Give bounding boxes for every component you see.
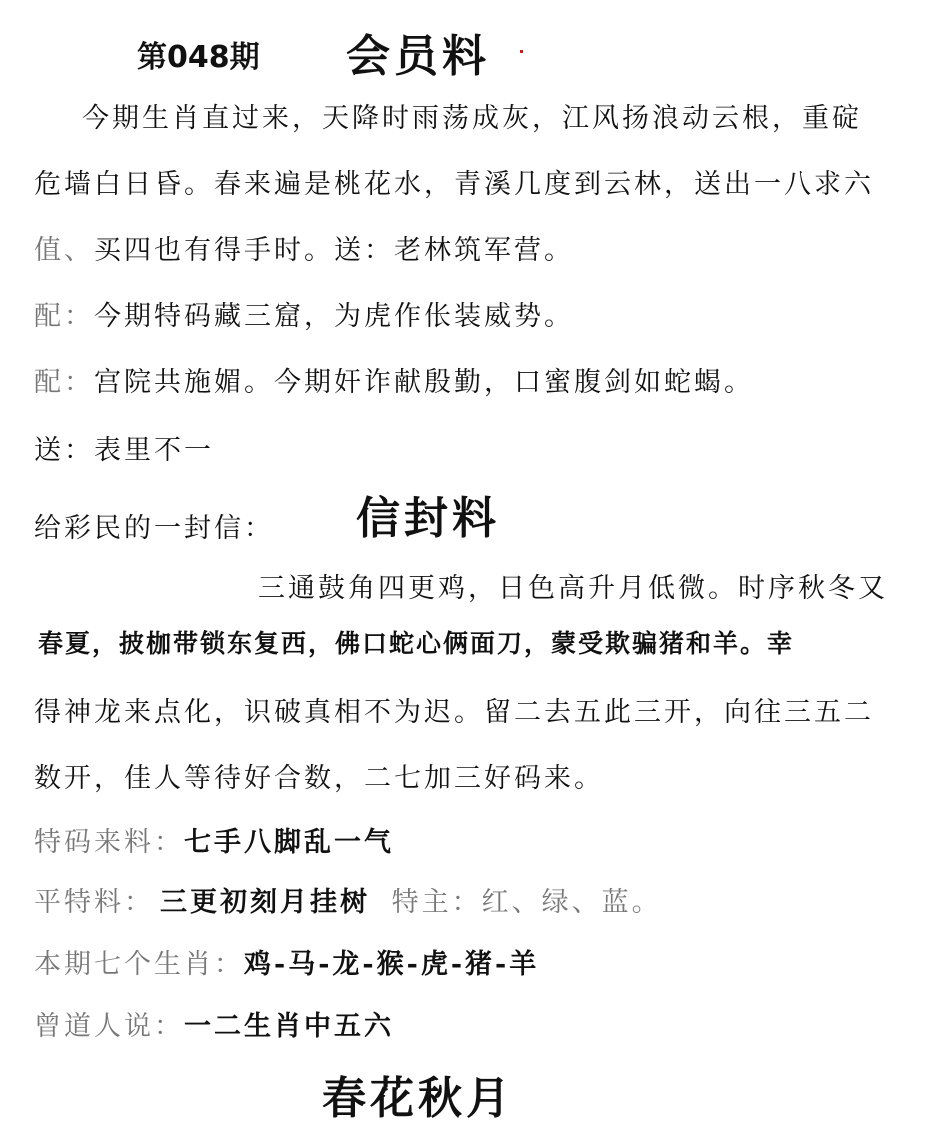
taoist-text: 一二生肖中五六 [184, 1011, 394, 1042]
poem-line-3-label: 值、 [34, 235, 94, 266]
poem-line-2: 危墙白日昏。春来遍是桃花水，青溪几度到云林，送出一八求六 [34, 169, 874, 200]
letter-line-2: 春夏，披枷带锁东复西，佛口蛇心俩面刀，蒙受欺骗猪和羊。幸 [38, 629, 795, 658]
member-title: 会员料 [346, 31, 490, 82]
pair-2-text: 宫院共施媚。今期奸诈献殷勤，口蜜腹剑如蛇蝎。 [94, 367, 754, 398]
riddle-text: 三更初刻月挂树 [160, 887, 370, 918]
footer-title: 春花秋月 [322, 1073, 514, 1124]
letter-line-4: 数开，佳人等待好合数，二七加三好码来。 [34, 763, 604, 794]
zodiac-line [34, 942, 539, 981]
focus-label: 特主： [391, 887, 482, 918]
riddle-line [34, 880, 662, 919]
riddle-label: 平特料： [34, 887, 154, 918]
letter-title: 信封料 [356, 493, 500, 544]
letter-line-3: 得神龙来点化，识破真相不为迟。留二去五此三开，向往三五二 [34, 697, 874, 728]
pair-line-2 [34, 360, 754, 399]
focus-text: 红、绿、蓝。 [481, 887, 662, 918]
taoist-label: 曾道人说： [34, 1011, 184, 1042]
pair-line-1 [34, 294, 574, 333]
poem-line-3 [34, 228, 574, 267]
gift-line: 送：表里不一 [34, 435, 214, 466]
zodiac-label: 本期七个生肖： [34, 949, 244, 980]
poem-line-1: 今期生肖直过来，天降时雨荡成灰，江风扬浪动云根，重碇 [82, 103, 862, 134]
red-mark [520, 50, 523, 53]
letter-intro: 给彩民的一封信： [34, 513, 274, 544]
issue-number: 第048期 [137, 40, 260, 75]
poem-line-3-text: 买四也有得手时。送：老林筑军营。 [94, 235, 574, 266]
zodiac-text: 鸡-马-龙-猴-虎-猪-羊 [244, 949, 540, 980]
special-code-text: 七手八脚乱一气 [184, 827, 394, 858]
letter-line-1: 三通鼓角四更鸡，日色高升月低微。时序秋冬又 [258, 573, 888, 604]
pair-1-label: 配： [34, 301, 94, 332]
pair-1-text: 今期特码藏三窟，为虎作伥装威势。 [94, 301, 574, 332]
pair-2-label: 配： [34, 367, 94, 398]
special-code-line [34, 820, 394, 859]
special-code-label: 特码来料： [34, 827, 184, 858]
taoist-line [34, 1004, 394, 1043]
